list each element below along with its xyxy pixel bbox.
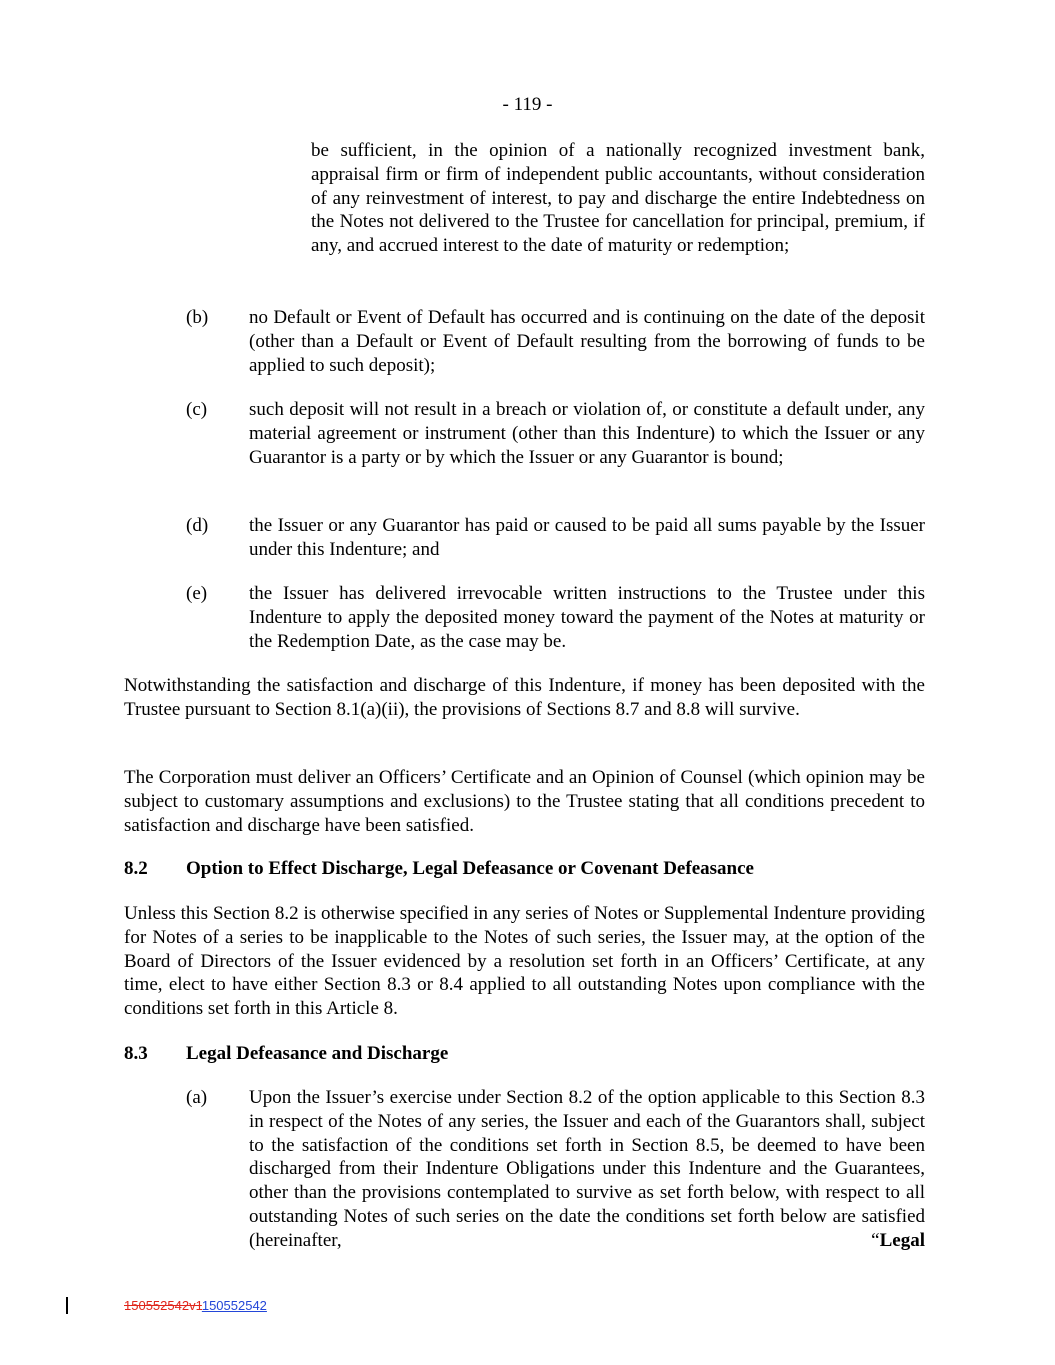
section-8-2-heading bbox=[124, 857, 925, 881]
continuation-text: be sufficient, in the opinion of a nationally recognized investment bank, appraisal firm or firm of independent public accountants, without consideration of any reinvestment of interest, to pay and discharge the entire Indebtedness on the Notes not delivered to the Trustee for cancellation for principal, premium, if any, and accrued interest to the date of maturity or redemption; bbox=[311, 140, 925, 257]
section-number: 8.3 bbox=[124, 1043, 148, 1064]
list-item-text: the Issuer has delivered irrevocable written instructions to the Trustee under this Indenture to apply the deposited money toward the payment of the Notes at maturity or the Redemption Date, as the case may be. bbox=[249, 583, 925, 652]
list-item-label: (a) bbox=[186, 1087, 208, 1108]
corporation-paragraph bbox=[124, 766, 925, 837]
list-item-b bbox=[186, 306, 925, 377]
list-item-text: such deposit will not result in a breach or violation of, or constitute a default under, any material agreement or instrument (other than this Indenture) to which the Issuer or any Guarantor is a party or by which the Issuer or any Guarantor is bound; bbox=[249, 399, 925, 468]
list-item-text bbox=[249, 1086, 925, 1253]
list-item-label: (d) bbox=[186, 515, 209, 536]
list-item-text: no Default or Event of Default has occurred and is continuing on the date of the deposit (other than a Default or Event of Default resulting from the borrowing of funds to be applied to such deposit); bbox=[249, 307, 925, 376]
list-item-body: Upon the Issuer’s exercise under Section 8.2 of the option applicable to this Section 8.3 in respect of the Notes of any series, the Issuer and each of the Guarantors shall, subject to the satisfaction of the conditions set forth in Section 8.5, be deemed to have been discharged from their Indenture Obligations under this Indenture and the Guarantees, other than the provisions contemplated to survive as set forth below, with respect to all outstanding Notes of such series on the date the conditions set forth below are satisfied (hereinafter, “ bbox=[249, 1087, 925, 1251]
continuation-paragraph bbox=[311, 139, 925, 258]
inserted-reference: 150552542 bbox=[201, 1298, 267, 1313]
section-8-2-body bbox=[124, 902, 925, 1021]
list-item-text: the Issuer or any Guarantor has paid or caused to be paid all sums payable by the Issuer under this Indenture; and bbox=[249, 515, 925, 560]
list-item-a bbox=[186, 1086, 925, 1253]
list-item-c bbox=[186, 398, 925, 469]
section-number: 8.2 bbox=[124, 858, 148, 879]
paragraph-text: The Corporation must deliver an Officers’ Certificate and an Opinion of Counsel (which opinion may be subject to customary assumptions and exclusions) to the Trustee stating that all conditions precedent to satisfaction and discharge have been satisfied. bbox=[124, 767, 925, 836]
paragraph-text: Notwithstanding the satisfaction and discharge of this Indenture, if money has been deposited with the Trustee pursuant to Section 8.1(a)(ii), the provisions of Sections 8.7 and 8.8 will survive. bbox=[124, 675, 925, 720]
document-reference bbox=[124, 1298, 267, 1313]
list-item-e bbox=[186, 582, 925, 653]
list-item-label: (c) bbox=[186, 399, 208, 420]
list-item-label: (e) bbox=[186, 583, 208, 604]
paragraph-text: Unless this Section 8.2 is otherwise specified in any series of Notes or Supplemental Indenture providing for Notes of a series to be inapplicable to the Notes of such series, the Issuer may, at the option of the Board of Directors of the Issuer evidenced by a resolution set forth in an Officers’ Certificate, at any time, elect to have either Section 8.3 or 8.4 applied to all outstanding Notes upon compliance with the conditions set forth in this Article 8. bbox=[124, 903, 925, 1020]
defined-term: Legal bbox=[879, 1229, 925, 1251]
list-item-label: (b) bbox=[186, 307, 209, 328]
notwithstanding-paragraph bbox=[124, 674, 925, 722]
page-number: - 119 - bbox=[502, 94, 553, 115]
section-title: Option to Effect Discharge, Legal Defeasance or Covenant Defeasance bbox=[186, 858, 754, 879]
section-8-3-heading bbox=[124, 1042, 925, 1066]
deleted-reference: 150552542v1 bbox=[124, 1298, 202, 1313]
section-title: Legal Defeasance and Discharge bbox=[186, 1043, 449, 1064]
change-bar bbox=[66, 1297, 68, 1314]
list-item-d bbox=[186, 514, 925, 562]
